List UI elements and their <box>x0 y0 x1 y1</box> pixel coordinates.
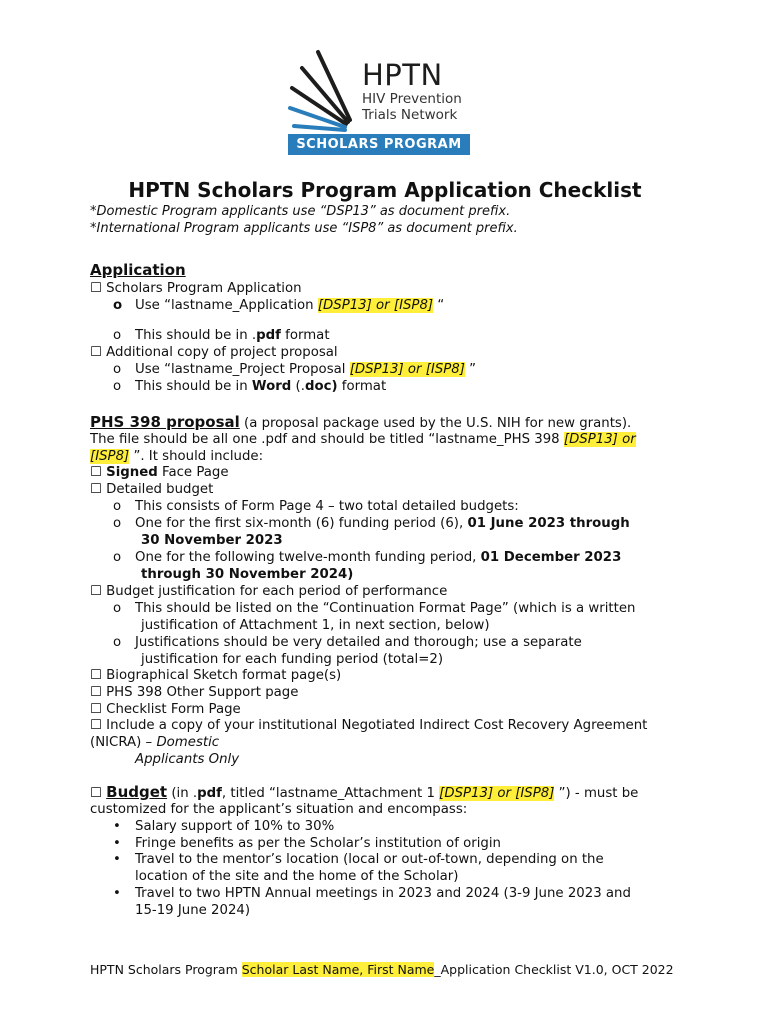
sub-item-proposal-name: o Use “lastname_Project Proposal [DSP13] or [ISP8] ” <box>113 362 477 377</box>
sub-item-six-month-cont: 30 November 2023 <box>141 533 283 548</box>
note-international: *International Program applicants use “ISP8” as document prefix. <box>90 221 518 236</box>
logo-line2: Trials Network <box>362 107 458 123</box>
checklist-item-scholars-application: ☐ Scholars Program Application <box>90 281 302 296</box>
sub-item-justifications-cont: justification for each funding period (total=2) <box>141 652 444 667</box>
budget-bullet-annual-meetings-cont: 15-19 June 2024) <box>135 903 251 918</box>
sub-item-justifications: o Justifications should be very detailed and thorough; use a separate <box>113 635 582 650</box>
checklist-item-biosketch: ☐ Biographical Sketch format page(s) <box>90 668 342 683</box>
page-footer: HPTN Scholars Program Scholar Last Name, First Name_Application Checklist V1.0, OCT 2022 <box>90 962 674 977</box>
checklist-item-budget-justification: ☐ Budget justification for each period of performance <box>90 584 448 599</box>
checklist-item-detailed-budget: ☐ Detailed budget <box>90 482 214 497</box>
budget-bullet-travel-mentor: • Travel to the mentor’s location (local or out-of-town, depending on the <box>113 852 604 867</box>
checklist-item-nicra: ☐ Include a copy of your institutional Negotiated Indirect Cost Recovery Agreement <box>90 718 648 733</box>
sub-item-application-pdf: o This should be in .pdf format <box>113 328 330 343</box>
sub-item-six-month: o One for the first six-month (6) funding period (6), 01 June 2023 through <box>113 516 630 531</box>
logo-hptn: HPTN <box>362 58 443 92</box>
application-heading: Application <box>90 261 186 279</box>
checklist-item-other-support: ☐ PHS 398 Other Support page <box>90 685 299 700</box>
phs-file-note: The file should be all one .pdf and should be titled “lastname_PHS 398 [DSP13] or <box>90 432 636 447</box>
checklist-item-project-proposal: ☐ Additional copy of project proposal <box>90 345 338 360</box>
checklist-item-face-page: ☐ Signed Face Page <box>90 465 229 480</box>
sub-item-application-name: o Use “lastname_Application [DSP13] or [ISP8] “ <box>113 298 445 313</box>
sub-item-form-page-4: o This consists of Form Page 4 – two total detailed budgets: <box>113 499 519 514</box>
budget-bullet-fringe: • Fringe benefits as per the Scholar’s institution of origin <box>113 836 501 851</box>
checklist-item-checklist-form: ☐ Checklist Form Page <box>90 702 241 717</box>
nicra-applicants-only: Applicants Only <box>135 752 240 767</box>
budget-bullet-travel-mentor-cont: location of the site and the home of the Scholar) <box>135 869 459 884</box>
scholars-program-banner: SCHOLARS PROGRAM <box>288 134 470 155</box>
sub-item-continuation-format: o This should be listed on the “Continuation Format Page” (which is a written <box>113 601 636 616</box>
page-title: HPTN Scholars Program Application Checklist <box>128 178 642 202</box>
sub-item-twelve-month: o One for the following twelve-month funding period, 01 December 2023 <box>113 550 622 565</box>
sub-item-twelve-month-cont: through 30 November 2024) <box>141 567 354 582</box>
sub-item-proposal-word: o This should be in Word (.doc) format <box>113 379 387 394</box>
phs-heading: PHS 398 proposal (a proposal package used by the U.S. NIH for new grants). <box>90 413 632 431</box>
nicra-domestic: (NICRA) – Domestic <box>90 735 220 750</box>
budget-bullet-salary: • Salary support of 10% to 30% <box>113 819 335 834</box>
phs-file-note-cont: [ISP8] ”. It should include: <box>90 449 264 464</box>
budget-heading: ☐ Budget (in .pdf, titled “lastname_Attachment 1 [DSP13] or [ISP8] ”) - must be <box>90 783 639 801</box>
budget-bullet-annual-meetings: • Travel to two HPTN Annual meetings in 2023 and 2024 (3-9 June 2023 and <box>113 886 631 901</box>
budget-description: customized for the applicant’s situation and encompass: <box>90 802 468 817</box>
logo-line1: HIV Prevention <box>362 91 462 107</box>
note-domestic: *Domestic Program applicants use “DSP13” as document prefix. <box>90 204 511 219</box>
sub-item-continuation-format-cont: justification of Attachment 1, in next section, below) <box>141 618 490 633</box>
